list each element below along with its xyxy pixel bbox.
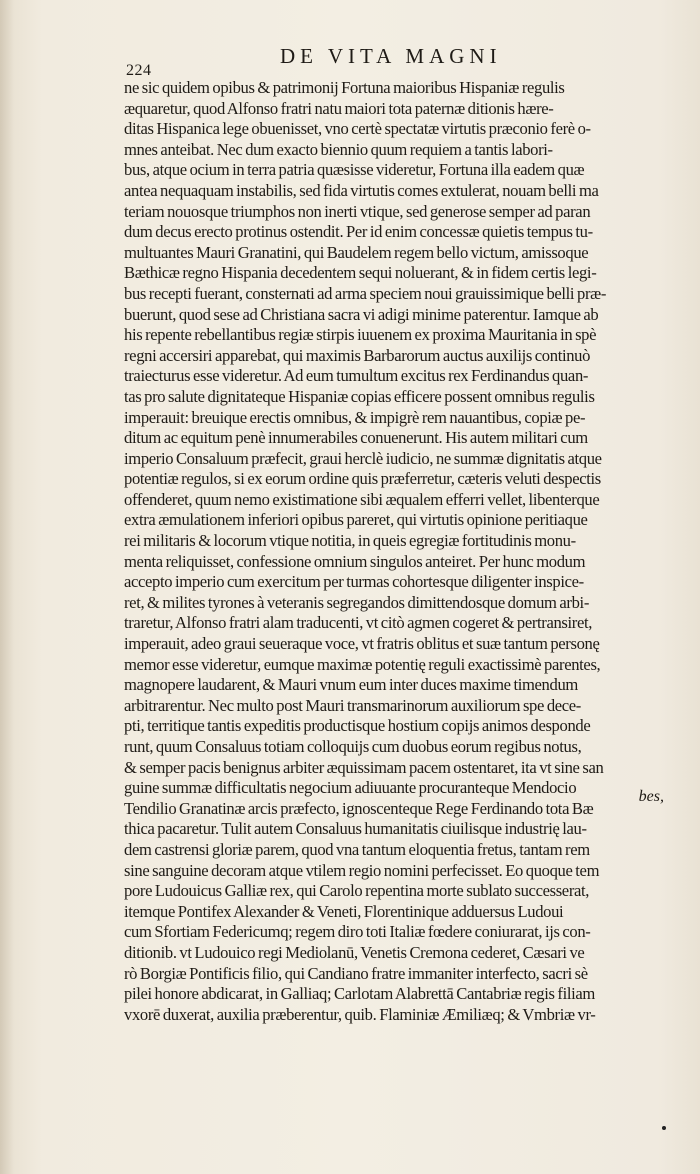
- text-line: itemque Pontifex Alexander & Veneti, Florentinique adduersus Ludoui: [124, 901, 564, 921]
- text-line: ditum ac equitum penè innumerabiles conuenerunt. His autem militari cum: [124, 428, 588, 448]
- text-line: Tendilio Granatinæ arcis præfecto, ignoscenteque Rege Ferdinando tota Bæ: [124, 798, 594, 818]
- text-line: dem castrensi gloriæ parem, quod vna tantum eloquentia fretus, tantam rem: [124, 839, 590, 859]
- text-line: bus recepti fuerant, consternati ad arma speciem noui grauissimique belli præ-: [124, 283, 607, 303]
- text-line: accepto imperio cum exercitum per turmas cohortesque diligenter inspice-: [124, 572, 584, 592]
- running-title: DE VITA MAGNI: [280, 44, 502, 68]
- text-line: teriam nouosque triumphos non inerti vtique, sed generose semper ad paran: [124, 201, 591, 221]
- text-line: bus, atque ocium in terra patria quæsisse videretur, Fortuna illa eadem quæ: [124, 160, 585, 180]
- text-line: tas pro salute dignitateque Hispaniæ copias efficere possent omnibus regulis: [124, 386, 595, 406]
- text-line: mnes anteibat. Nec dum exacto biennio quum requiem a tantis labori-: [124, 139, 553, 159]
- text-line: arbitrarentur. Nec multo post Mauri transmarinorum auxiliorum spe dece-: [124, 695, 581, 715]
- text-line: rei militaris & locorum vtique notitia, in queis egregiæ fortitudinis monu-: [124, 531, 576, 551]
- text-line: traretur, Alfonso fratri alam traducenti, vt citò agmen cogeret & pertransiret,: [124, 613, 593, 633]
- text-line: sine sanguine decoram atque vtilem regio nomini perfecisset. Eo quoque tem: [124, 860, 600, 880]
- text-line: buerunt, quod sese ad Christiana sacra vi adigi minime paterentur. Iamque ab: [124, 304, 599, 324]
- text-line: magnopere laudarent, & Mauri vnum eum inter duces maxime timendum: [124, 675, 578, 695]
- text-line: menta reliquisset, confessione omnium singulos anteiret. Per hunc modum: [124, 551, 586, 571]
- text-line: regni accersiri apparebat, qui maximis Barbarorum auctus auxilijs continuò: [124, 345, 591, 365]
- text-line: his repente rebellantibus regiæ stirpis iuuenem ex proxima Mauritania in spè: [124, 325, 597, 345]
- text-line: guine summæ difficultatis negocium adiuuante procuranteque Mendocio: [124, 778, 577, 798]
- text-line: imperauit, adeo graui seueraque voce, vt fratris oblitus et suæ tantum personę: [124, 634, 600, 654]
- text-line: imperauit: breuique erectis omnibus, & impigrè rem nauantibus, copiæ pe-: [124, 407, 586, 427]
- text-line: thica pacaretur. Tulit autem Consaluus humanitatis ciuilisque industrię lau-: [124, 819, 587, 839]
- text-line: vxorē duxerat, auxilia præberentur, quib. Flaminiæ Æmiliæq; & Vmbriæ vr-: [124, 1004, 596, 1024]
- body-text: [124, 78, 684, 1025]
- text-line: ne sic quidem opibus & patrimonij Fortuna maioribus Hispaniæ regulis: [124, 78, 565, 97]
- text-line: dum decus erecto protinus ostendit. Per id enim concessæ quietis tempus tu-: [124, 222, 593, 242]
- text-line: multuantes Mauri Granatini, qui Baudelem regem bello victum, amissoque: [124, 242, 589, 262]
- page-number: 224: [126, 62, 152, 79]
- catchword: bes,: [638, 788, 664, 805]
- text-line: rò Borgiæ Pontificis filio, qui Candiano fratre immaniter interfecto, sacri sè: [124, 963, 588, 983]
- text-line: antea nequaquam instabilis, sed fida virtutis comes extulerat, nouam belli ma: [124, 180, 599, 200]
- text-line: pilei honore abdicarat, in Galliaq; Carlotam Alabrettā Cantabriæ regis filiam: [124, 984, 595, 1004]
- text-line: offenderet, quum nemo existimatione sibi æqualem efferri vellet, libenterque: [124, 489, 600, 509]
- text-line: runt, quum Consaluus totiam colloquijs cum duobus eorum regibus notus,: [124, 737, 582, 756]
- text-line: memor esse videretur, eumque maximæ potentię reguli exactissimè parentes,: [124, 654, 601, 674]
- text-line: extra æmulationem inferiori opibus pareret, qui virtutis opinione peritiaque: [124, 510, 588, 530]
- ink-speck: [662, 1126, 666, 1130]
- text-line: ditionib. vt Ludouico regi Mediolanū, Venetis Cremona cederet, Cæsari ve: [124, 942, 585, 962]
- text-line: & semper pacis benignus arbiter æquissimam pacem ostentaret, ita vt sine san: [124, 757, 604, 777]
- text-line: pti, territique tantis expeditis productisque hostium copijs animos desponde: [124, 716, 591, 736]
- text-line: Bæthicæ regno Hispania decedentem sequi noluerant, & in fidem certis legi-: [124, 263, 597, 283]
- text-line: imperio Consaluum præfecit, graui herclè iudicio, ne summæ dignitatis atque: [124, 448, 602, 468]
- gutter-shadow: [0, 0, 14, 1174]
- text-line: potentiæ regulos, si ex eorum ordine quis præferretur, cæteris veluti despectis: [124, 469, 601, 489]
- text-line: traiecturus esse videretur. Ad eum tumultum excitus rex Ferdinandus quan-: [124, 366, 589, 386]
- text-line: ret, & milites tyrones à veteranis segregandos dimittendosque domum arbi-: [124, 592, 589, 612]
- page-header: [120, 44, 680, 79]
- text-line: ditas Hispanica lege obuenisset, vno certè spectatæ virtutis præconio ferè o-: [124, 119, 591, 139]
- text-line: cum Sfortiam Federicumq; regem diro toti Italiæ fœdere coniurarat, ijs con-: [124, 922, 591, 942]
- text-line: æquaretur, quod Alfonso fratri natu maiori tota paternæ ditionis hære-: [124, 98, 554, 118]
- text-line: pore Ludouicus Galliæ rex, qui Carolo repentina morte sublato successerat,: [124, 881, 590, 901]
